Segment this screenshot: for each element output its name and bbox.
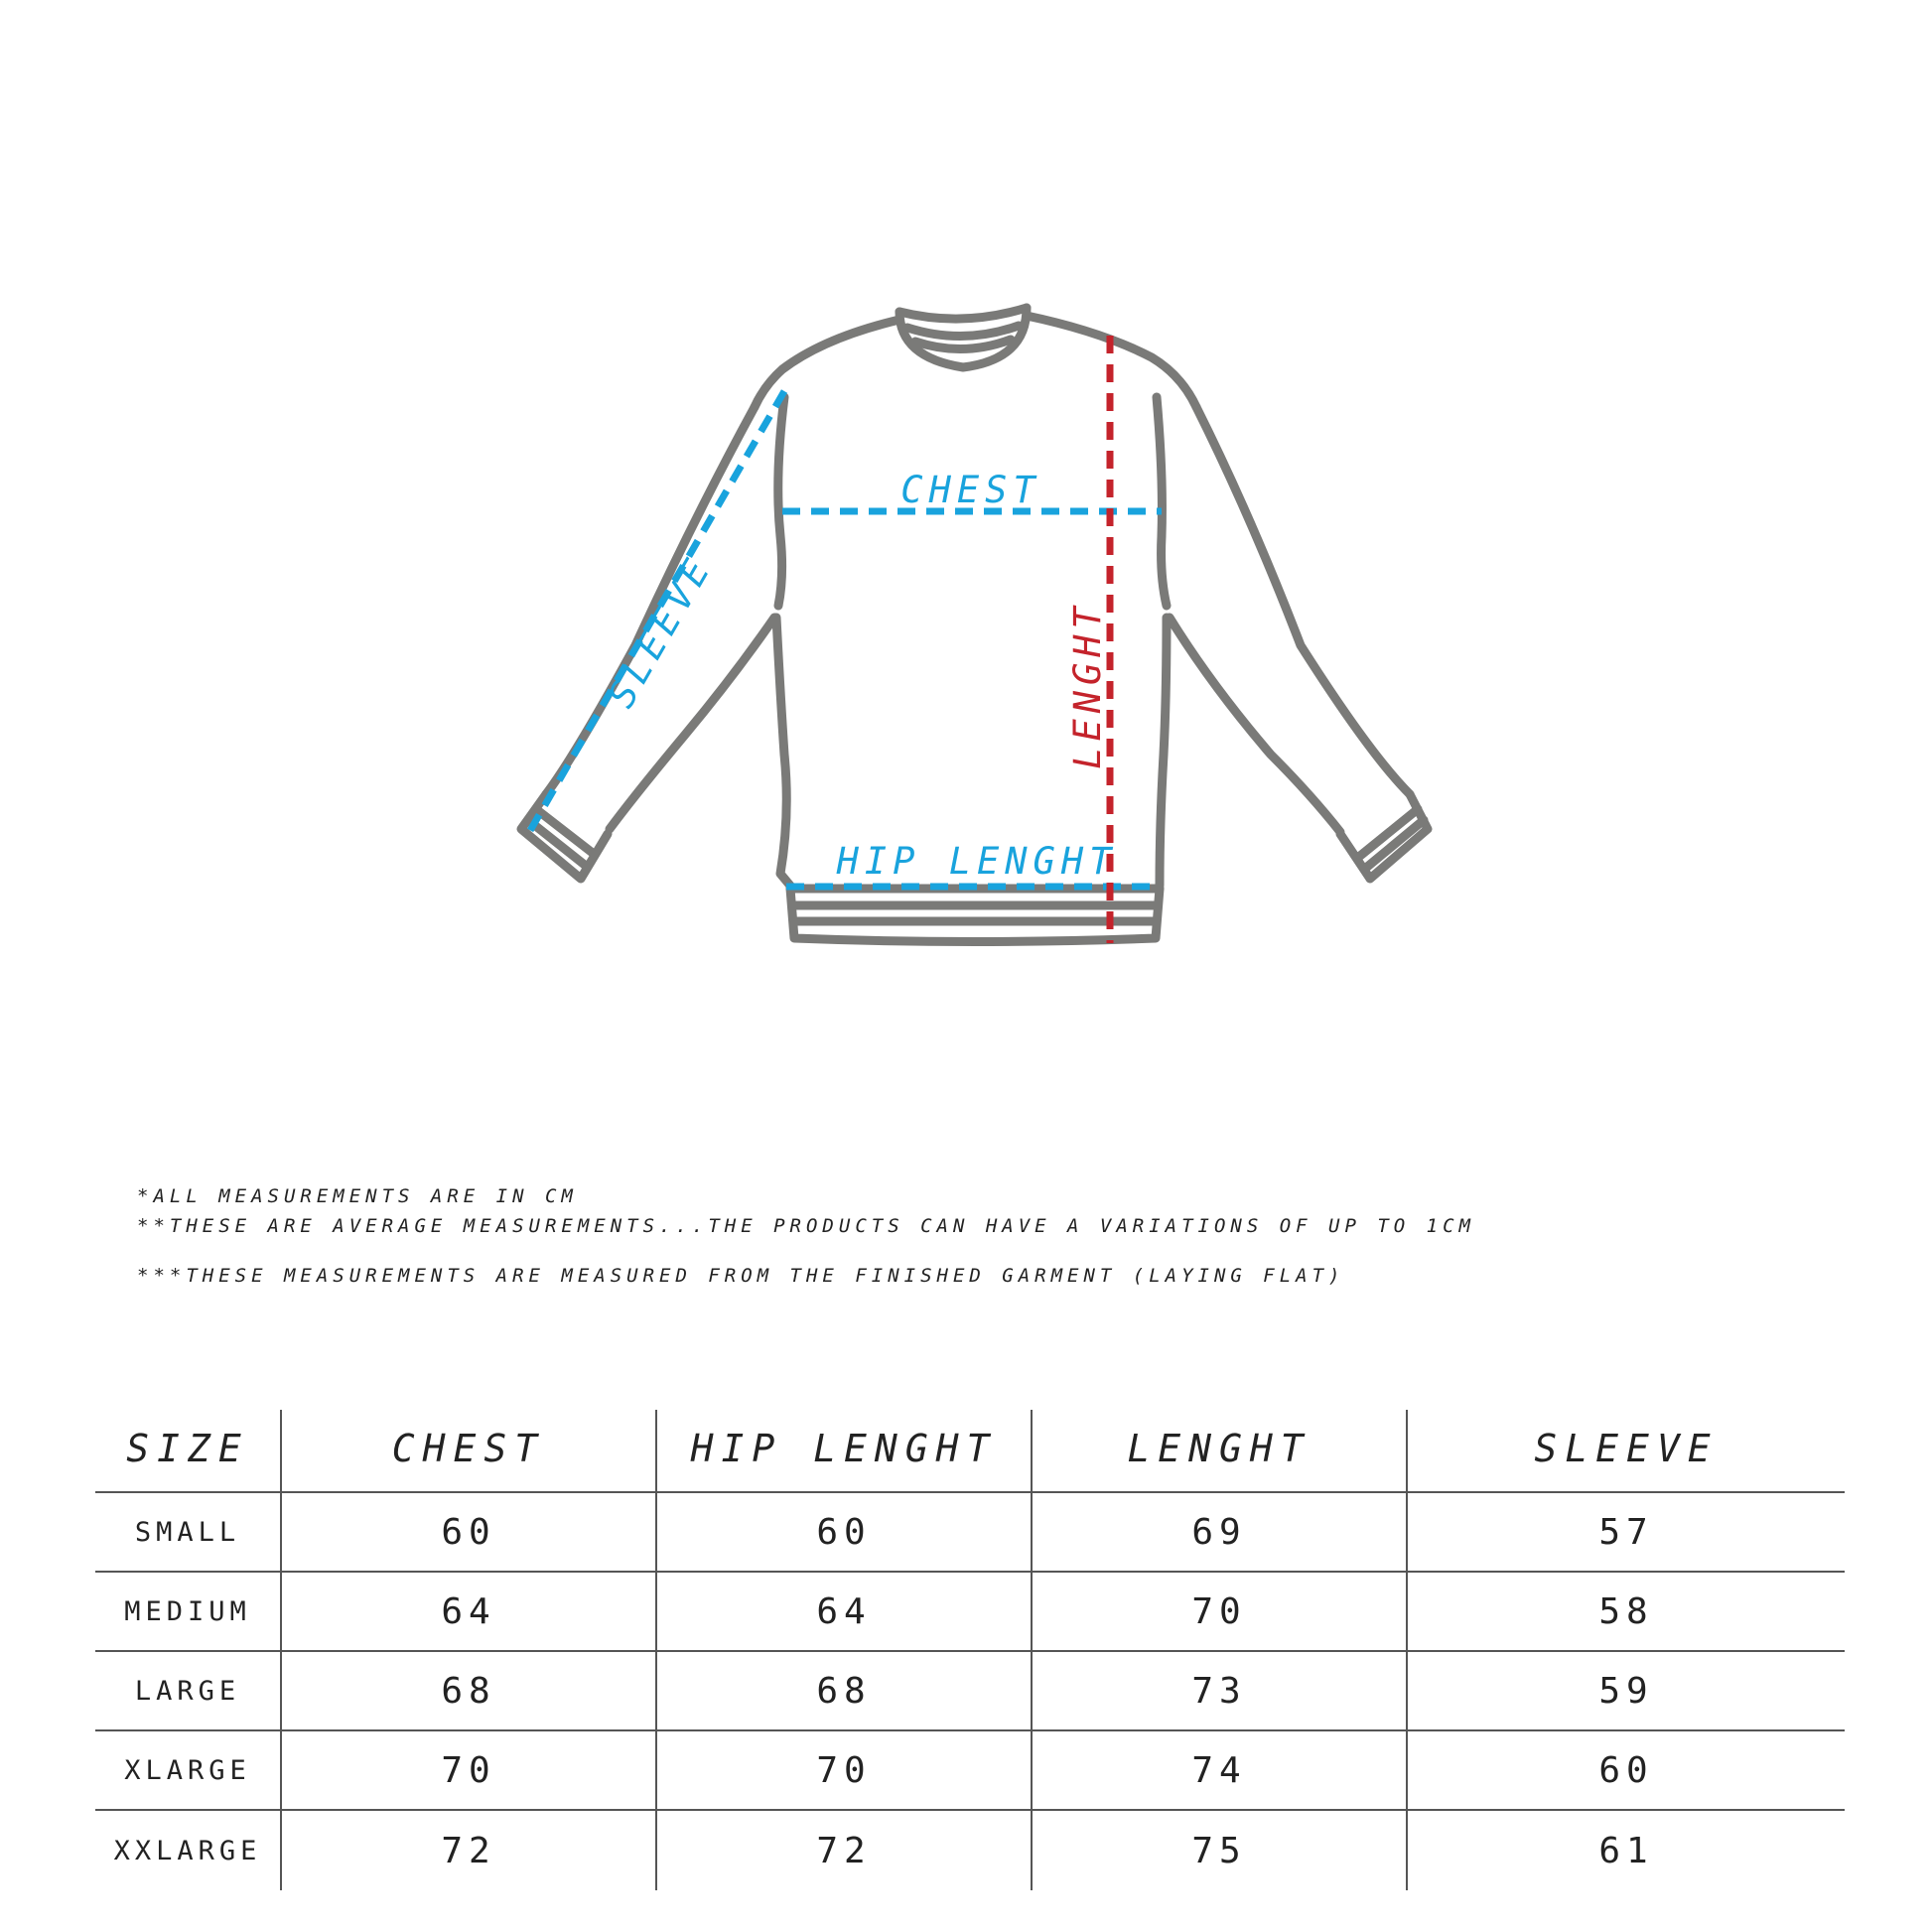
chest-cell: 70: [280, 1731, 655, 1809]
hip-length-cell: 64: [655, 1573, 1031, 1650]
hip-length-label: HIP LENGHT: [836, 840, 1118, 883]
length-cell: 74: [1031, 1731, 1406, 1809]
size-cell: XLARGE: [124, 1754, 251, 1786]
header-hip-length: HIP LENGHT: [655, 1410, 1031, 1491]
chest-cell: 60: [280, 1493, 655, 1571]
length-cell: 69: [1031, 1493, 1406, 1571]
length-cell: 73: [1031, 1652, 1406, 1729]
note-line: ***THESE MEASUREMENTS ARE MEASURED FROM THE FINISHED GARMENT (LAYING FLAT): [137, 1265, 1345, 1287]
sleeve-cell: 57: [1406, 1493, 1845, 1571]
table-row: [95, 1650, 1845, 1729]
length-label: LENGHT: [1066, 601, 1109, 769]
note-line: **THESE ARE AVERAGE MEASUREMENTS...THE PRODUCTS CAN HAVE A VARIATIONS OF UP TO 1CM: [137, 1215, 1475, 1237]
sleeve-cell: 58: [1406, 1573, 1845, 1650]
table-row: [95, 1571, 1845, 1650]
table-row: [95, 1809, 1845, 1890]
size-cell: LARGE: [134, 1675, 241, 1707]
chest-cell: 64: [280, 1573, 655, 1650]
measurement-notes: [137, 1181, 1626, 1291]
chest-label: CHEST: [900, 469, 1041, 511]
sleeve-cell: 61: [1406, 1811, 1845, 1890]
chest-cell: 68: [280, 1652, 655, 1729]
length-cell: 75: [1031, 1811, 1406, 1890]
hip-length-cell: 60: [655, 1493, 1031, 1571]
size-cell: SMALL: [134, 1516, 241, 1548]
size-cell: MEDIUM: [124, 1595, 251, 1627]
length-cell: 70: [1031, 1573, 1406, 1650]
header-sleeve: SLEEVE: [1406, 1410, 1845, 1491]
header-chest: CHEST: [280, 1410, 655, 1491]
hip-length-cell: 72: [655, 1811, 1031, 1890]
hip-length-cell: 68: [655, 1652, 1031, 1729]
table-row: [95, 1491, 1845, 1571]
chest-cell: 72: [280, 1811, 655, 1890]
sleeve-label: SLEEVE: [600, 547, 722, 715]
size-cell: XXLARGE: [113, 1835, 262, 1866]
header-length: LENGHT: [1031, 1410, 1406, 1491]
table-header: [95, 1410, 1845, 1491]
size-chart-table: [95, 1410, 1845, 1890]
table-row: [95, 1729, 1845, 1809]
hip-length-cell: 70: [655, 1731, 1031, 1809]
note-line: *ALL MEASUREMENTS ARE IN CM: [137, 1185, 578, 1207]
header-size: SIZE: [126, 1427, 249, 1470]
sleeve-cell: 60: [1406, 1731, 1845, 1809]
sleeve-cell: 59: [1406, 1652, 1845, 1729]
